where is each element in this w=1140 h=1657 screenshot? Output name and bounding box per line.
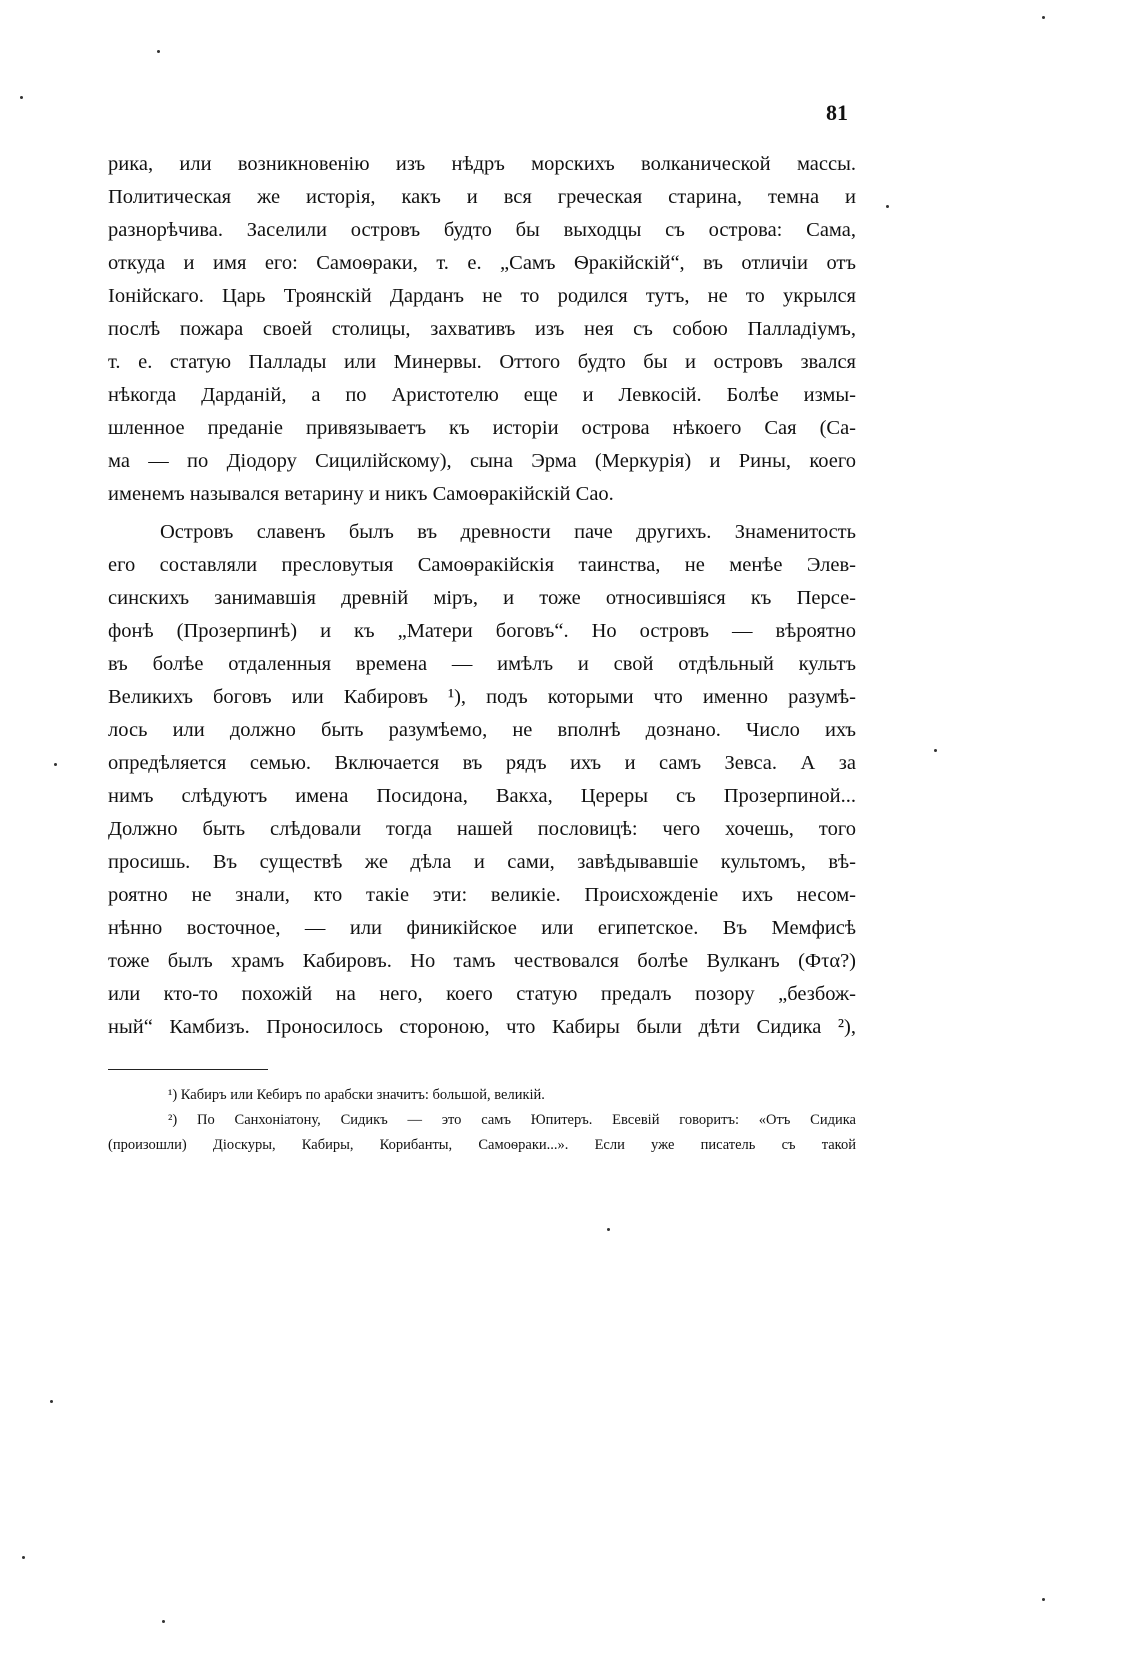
scan-speck bbox=[50, 1400, 53, 1403]
text-line: Великихъ боговъ или Кабировъ ¹), подъ которыми что именно разумѣ- bbox=[108, 686, 856, 708]
text-line: въ болѣе отдаленныя времена — имѣлъ и свой отдѣльный культъ bbox=[108, 653, 856, 675]
text-line: разнорѣчива. Заселили островъ будто бы выходцы съ острова: Сама, bbox=[108, 219, 856, 241]
scan-speck bbox=[1042, 16, 1045, 19]
text-line: или кто-то похожій на него, коего статую предалъ позору „безбож- bbox=[108, 983, 856, 1005]
text-line: роятно не знали, кто такіе эти: великіе. Происхожденіе ихъ несом- bbox=[108, 884, 856, 906]
scan-speck bbox=[607, 1228, 610, 1231]
scan-speck bbox=[22, 1556, 25, 1559]
text-line: фонѣ (Прозерпинѣ) и къ „Матери боговъ“. Но островъ — вѣроятно bbox=[108, 620, 856, 642]
scan-speck bbox=[157, 50, 160, 53]
text-line: Іонійскаго. Царь Троянскій Дарданъ не то родился тутъ, не то укрылся bbox=[108, 285, 856, 307]
text-line: рика, или возникновенію изъ нѣдръ морскихъ волканической массы. bbox=[108, 153, 856, 175]
text-line: нимъ слѣдуютъ имена Посидона, Вакха, Цереры съ Прозерпиной... bbox=[108, 785, 856, 807]
scan-speck bbox=[162, 1620, 165, 1623]
text-line: тоже былъ храмъ Кабировъ. Но тамъ чествовался болѣе Вулканъ (Фτα?) bbox=[108, 950, 856, 972]
text-line: именемъ назывался ветарину и никъ Самоѳракійскій Сао. bbox=[108, 483, 614, 505]
scan-speck bbox=[54, 763, 57, 766]
text-line: послѣ пожара своей столицы, захвативъ изъ нея съ собою Палладіумъ, bbox=[108, 318, 856, 340]
footnote-line: (произошли) Діоскуры, Кабиры, Корибанты, Самоѳраки...». Если уже писатель съ такой bbox=[108, 1137, 856, 1153]
text-line: просишь. Въ сущеcтвѣ же дѣла и сами, завѣдывавшіе культомъ, вѣ- bbox=[108, 851, 856, 873]
body-text bbox=[108, 148, 856, 1044]
text-line: его составляли пресловутыя Самоѳракійскія таинства, не менѣе Элев- bbox=[108, 554, 856, 576]
text-line: шленное преданіе привязываетъ къ исторіи острова нѣкоего Сая (Са- bbox=[108, 417, 856, 439]
text-line: ный“ Камбизъ. Проносилось стороною, что Кабиры были дѣти Сидика ²), bbox=[108, 1016, 856, 1038]
footnotes bbox=[108, 1083, 856, 1158]
text-line: т. е. статую Паллады или Минервы. Оттого будто бы и островъ звался bbox=[108, 351, 856, 373]
text-line: нѣнно восточное, — или финикійское или египетское. Въ Мемфисѣ bbox=[108, 917, 856, 939]
text-line: откуда и имя его: Самоѳраки, т. е. „Самъ Ѳракійскій“, въ отличіи отъ bbox=[108, 252, 856, 274]
text-line: синскихъ занимавшія древній міръ, и тоже относившіяся къ Персе- bbox=[108, 587, 856, 609]
scan-speck bbox=[1042, 1598, 1045, 1601]
scan-speck bbox=[934, 749, 937, 752]
text-line: опредѣляется семью. Включается въ рядъ ихъ и самъ Зевса. А за bbox=[108, 752, 856, 774]
footnote-divider bbox=[108, 1069, 268, 1070]
text-line: ма — по Діодору Сицилійскому), сына Эрма (Меркурія) и Рины, коего bbox=[108, 450, 856, 472]
text-line: лось или должно быть разумѣемо, не вполнѣ дознано. Число ихъ bbox=[108, 719, 856, 741]
page-number: 81 bbox=[826, 100, 848, 125]
footnote-line: ²) По Санхоніатону, Сидикъ — это самъ Юпитеръ. Евсевій говоритъ: «Отъ Сидика bbox=[168, 1112, 856, 1128]
footnote-line: ¹) Кабиръ или Кебиръ по арабски значитъ: большой, великій. bbox=[168, 1087, 545, 1103]
text-line: Островъ славенъ былъ въ древности паче другихъ. Знаменитость bbox=[160, 521, 856, 543]
scan-speck bbox=[886, 205, 889, 208]
text-line: Должно быть слѣдовали тогда нашей пословицѣ: чего хочешь, того bbox=[108, 818, 856, 840]
text-line: нѣкогда Дарданій, а по Аристотелю еще и Левкосій. Болѣе измы- bbox=[108, 384, 856, 406]
scan-speck bbox=[20, 96, 23, 99]
text-line: Политическая же исторія, какъ и вся греческая старина, темна и bbox=[108, 186, 856, 208]
